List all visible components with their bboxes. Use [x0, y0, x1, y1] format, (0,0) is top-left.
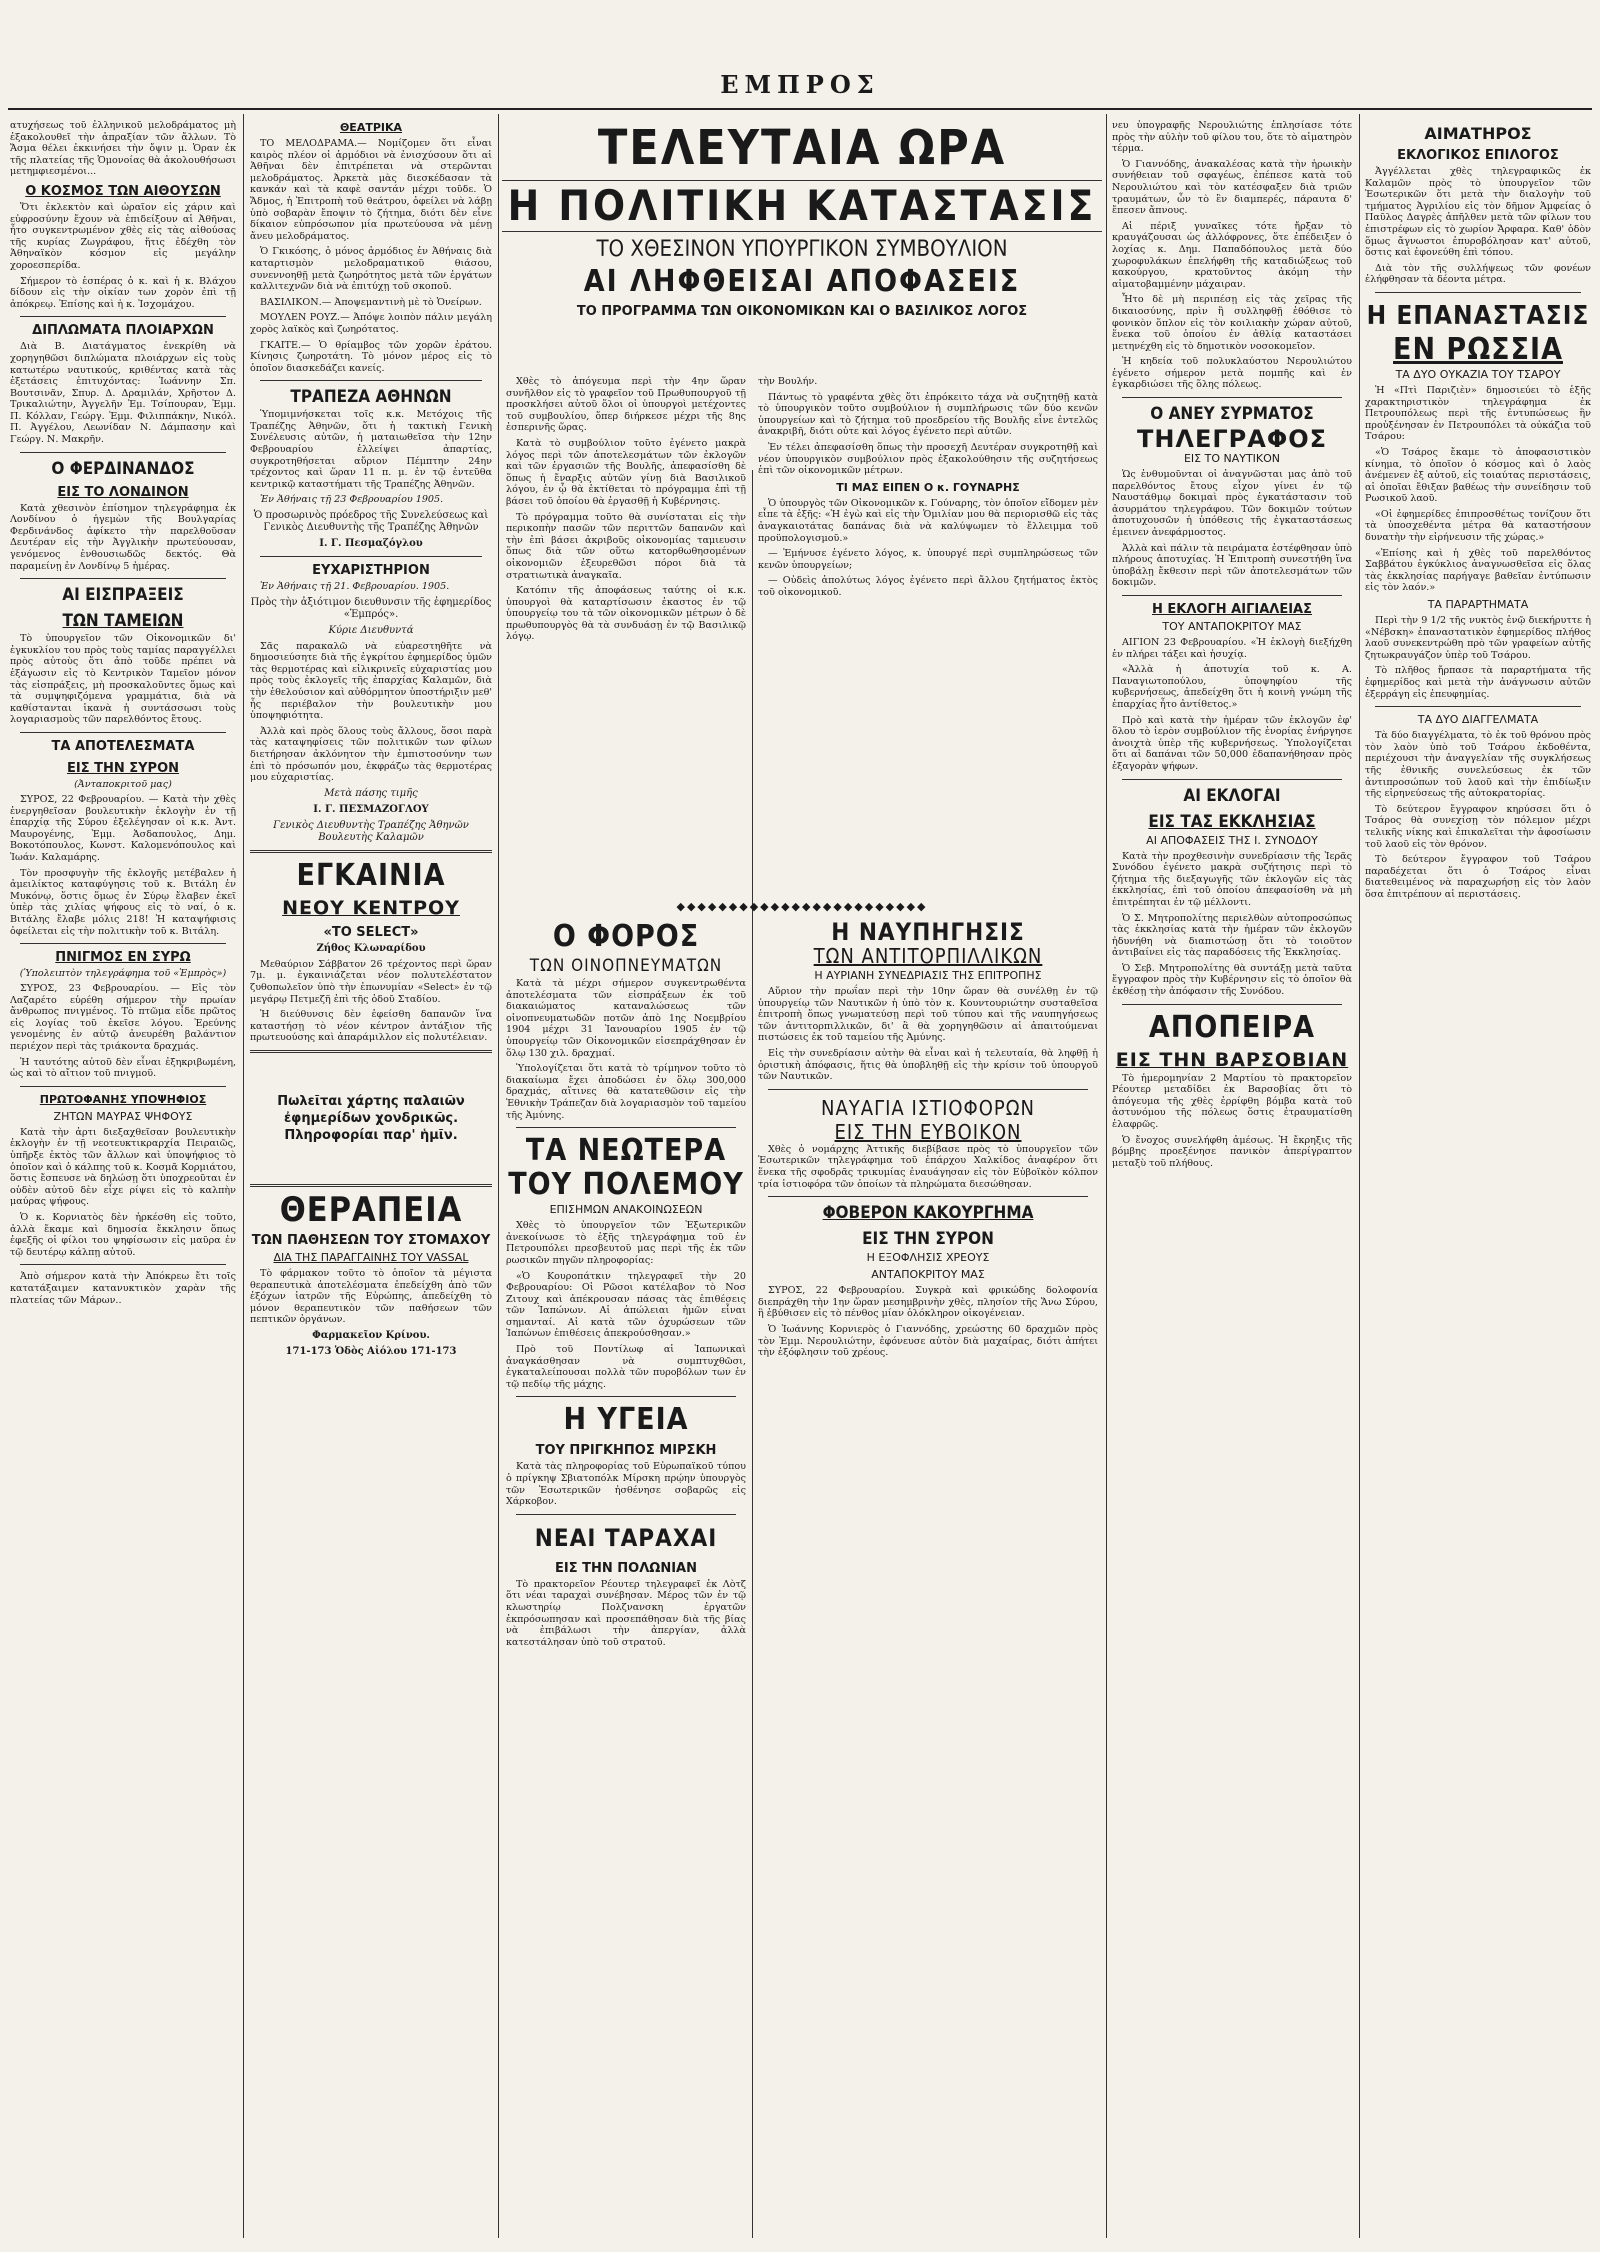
ekk-subtitle-2: ΑΙ ΑΠΟΦΑΣΕΙΣ ΤΗΣ Ι. ΣΥΝΟΔΟΥ — [1146, 833, 1318, 847]
neotera-subtitle-2: ΕΠΙΣΗΜΩΝ ΑΝΑΚΟΙΝΩΣΕΩΝ — [549, 1203, 703, 1217]
aim-title: ΑΙΜΑΤΗΡΟΣ — [1424, 124, 1532, 143]
ferd-subtitle: ΕΙΣ ΤΟ ΛΟΝΔΙΝΟΝ — [57, 484, 189, 500]
separator — [20, 1264, 226, 1265]
headline-decisions: ΑΙ ΛΗΦΘΕΙΣΑΙ ΑΠΟΦΑΣΕΙΣ — [583, 264, 1021, 299]
eux-name: Ι. Γ. ΠΕΣΜΑΖΟΓΛΟΥ — [313, 803, 429, 815]
apot-text: ΣΥΡΟΣ, 22 Φεβρουαρίου. — Κατὰ τὴν χθὲς ἐνεργηθεῖσαν βουλευτικὴν ἐκλογὴν ἐν τῇ ἐπαρχίᾳ τῆς Σύρου ἐξελέγησαν οἱ κ.κ. Ἀντ. Μαυρογένης, Ἐμμ. Ἀσδαπουλος, Δημ. Βοκοτόπουλος, Κωνστ. Καλομενόπουλος καὶ Ἰωάν. Καλαμάρης. — [10, 793, 236, 863]
kak-subtitle-2: Η ΕΞΟΦΛΗΣΙΣ ΧΡΕΟΥΣ — [866, 1251, 990, 1265]
neotera-subtitle: ΤΟΥ ΠΟΛΕΜΟΥ — [508, 1167, 744, 1203]
nav-subtitle: ΕΙΣ ΤΗΝ ΕΥΒΟΙΚΟΝ — [834, 1119, 1022, 1144]
separator — [250, 1184, 492, 1187]
diag-text-3: Τὸ δεύτερον ἔγγραφον τοῦ Τσάρου παραδέχεται ὅτι ὁ Τσάρος εἶναι διατεθειμένος νὰ παραχωρήσῃ εἰς τὸν λαὸν ὅσα ἐπιτρέπουν αἱ περιστάσεις. — [1365, 854, 1591, 900]
headline-last-hour: ΤΕΛΕΥΤΑΙΑ ΩΡΑ — [597, 120, 1007, 176]
ther-pharmacy: Φαρμακεῖον Κρίνου. — [312, 1329, 430, 1341]
naup-subtitle-2: Η ΑΥΡΙΑΝΗ ΣΥΝΕΔΡΙΑΣΙΣ ΤΗΣ ΕΠΙΤΡΟΠΗΣ — [814, 969, 1042, 982]
ther-address: 171-173 Ὁδὸς Αἰόλου 171-173 — [285, 1345, 457, 1357]
naup-subtitle: ΤΩΝ ΑΝΤΙΤΟΡΠΙΛΛΙΚΩΝ — [813, 944, 1043, 968]
kak-subtitle: ΕΙΣ ΤΗΝ ΣΥΡΟΝ — [862, 1229, 994, 1250]
tel-subtitle-2: ΕΙΣ ΤΟ ΝΑΥΤΙΚΟΝ — [1183, 452, 1281, 466]
ekl-text: ΑΙΓΙΟΝ 23 Φεβρουαρίου. «Ἡ ἐκλογὴ διεξήχθη ἐν πλήρει τάξει καὶ ἡσυχίᾳ. — [1112, 637, 1352, 660]
separator — [260, 380, 482, 381]
separator — [1122, 779, 1342, 780]
main-text-b3: Ἐν τέλει ἀπεφασίσθη ὅπως τὴν προσεχῆ Δευτέραν συγκροτηθῇ καὶ νέον ὑπουργικὸν συμβούλιον πρὸς ἐξακολούθησιν τῆς συζητήσεως ἐπὶ τῶν οἰκονομικῶν μέτρων. — [758, 441, 1098, 477]
protof-title: ΠΡΩΤΟΦΑΝΗΣ ΥΠΟΨΗΦΙΟΣ — [39, 1092, 207, 1106]
headline-cabinet-council: ΤΟ ΧΘΕΣΙΝΟΝ ΥΠΟΥΡΓΙΚΟΝ ΣΥΜΒΟΥΛΙΟΝ — [596, 237, 1008, 262]
column-4-upper — [758, 376, 1098, 896]
trapeza-text: Ὑπομιμνήσκεται τοῖς κ.κ. Μετόχοις τῆς Τραπέζης Ἀθηνῶν, ὅτι ἡ τακτικὴ Γενικὴ Συνέλευσις αὐτῶν, ἡ ματαιωθεῖσα τὴν 12ην Φεβρουαρίου ἐλλείψει ἀπαρτίας, συγκροτηθήσεται αὔριον Πέμπτην 24ην τρέχοντος καὶ ὥραν 11 π. μ. ἐν τῷ ἐντεῦθα κεντρικῷ καταστήματι τῆς Τραπέζης Ἀθηνῶν. — [250, 409, 492, 490]
nav-text: Χθὲς ὁ νομάρχης Ἀττικῆς διεβίβασε πρὸς τὸ ὑπουργεῖον τῶν Ἐσωτερικῶν τηλεγράφημα τοῦ ἐπάρχου Χαλκίδος ἀναφέρον ὅτι ἕνεκα τῆς σφοδρᾶς τρικυμίας ἐναυάγησαν εἰς τὸν Εὐβοϊκὸν κόλπον τρία ἰστιοφόρα τῶν ὁποίων τὰ πληρώματα διεσώθησαν. — [758, 1143, 1098, 1190]
trapeza-signature-role: Ὁ προσωρινὸς πρόεδρος τῆς Συνελεύσεως καὶ Γενικὸς Διευθυντὴς τῆς Τραπέζης Ἀθηνῶν — [253, 510, 489, 534]
main-text-b1: τὴν Βουλήν. — [758, 376, 818, 387]
main-text-1: Χθὲς τὸ ἀπόγευμα περὶ τὴν 4ην ὥραν συνῆλθον εἰς τὸ γραφεῖον τοῦ Πρωθυπουργοῦ τῇ προσκλήσει αὐτοῦ ὅλοι οἱ ὑπουργοὶ μετέχοντες τοῦ συμβουλίου, ὅπερ διήρκεσε μέχρι τῆς 8ης ἑσπερινῆς ὥρας. — [506, 376, 746, 434]
separator — [20, 578, 226, 579]
gounaris-quote-title: ΤΙ ΜΑΣ ΕΙΠΕΝ Ο κ. ΓΟΥΝΑΡΗΣ — [836, 480, 1020, 494]
kak-text-2: Ὁ Ἰωάννης Κορνιερὸς ὁ Γιαννόδης, χρεώστης 60 δραχμῶν πρὸς τὸν Ἐμμ. Νερουλιώτην, ἐφόνευσε αὐτὸν διὰ μαχαίρας, διότι ἀπήτει τὴν ἐξόφλησιν τοῦ χρέους. — [758, 1323, 1098, 1359]
column-4-lower — [758, 920, 1098, 2236]
col5-text-4: Ἦτο δὲ μὴ περιπέσῃ εἰς τὰς χεῖρας τῆς δικαιοσύνης, πρὶν ἢ συλληφθῇ ἐθόθισε τὸ φονικὸν ὅπλον εἰς τὸν κοιλιακὴν χώραν αὐτοῦ, ἕνεκα τοῦ ὁποίου ἐν ἀθλίᾳ καταστάσει μετηνέχθη εἰς τὸ δημοτικὸν νοσοκομεῖον. — [1112, 294, 1352, 352]
main-text-3: Τὸ πρόγραμμα τοῦτο θὰ συνίσταται εἰς τὴν περικοπὴν πασῶν τῶν περιττῶν δαπανῶν καὶ τὴν ἐπὶ βάσει ἀκριβοῦς οἰκονομίας ταμιευσιν ὅπως διὰ τῶν οὕτω κατορθωθησομένων οἰκονομιῶν ἐξευρεθῶσι πόροι διὰ τὰ στρατιωτικὰ ἀναγκαῖα. — [506, 511, 746, 581]
tel-title: Ο ΑΝΕΥ ΣΥΡΜΑΤΟΣ — [1150, 404, 1314, 425]
end-note: Ἀπὸ σήμερον κατὰ τὴν Ἀπόκρεω ἔτι τοῖς κατατάξαιμεν κατανυκτικὸν χαρὰν τῆς πλατείας τῶν Μάρων.. — [10, 1271, 236, 1306]
foros-text-2: Ὑπολογίζεται ὅτι κατὰ τὸ τρίμηνον τοῦτο τὸ διακαίωμα ἔχει ἀποδώσει ἐν ὅλῳ 300,000 δραχμάς, αἵτινες θὰ κατατεθῶσιν εἰς τὴν Ἐθνικὴν Τράπεζαν διὰ λογαριασμὸν τοῦ ταμείου τῆς Ἀμύνης. — [506, 1063, 746, 1121]
para-text: Περὶ τὴν 9 1/2 τῆς νυκτὸς ἐνῷ διεκήρυττε ἡ «Νέβσκη» ἐπαναστατικὸν ἐφημερίδος πλήθος λαοῦ συνεκεντρώθη πρὸ τῶν γραφείων αὐτῆς ζητωκραυγάζον ὑπὲρ τοῦ Τσάρου. — [1365, 615, 1591, 661]
ekl-title: Η ΕΚΛΟΓΗ ΑΙΓΙΑΛΕΙΑΣ — [1152, 602, 1312, 617]
ekk-text-3: Ὁ Σεβ. Μητροπολίτης θὰ συντάξῃ μετὰ ταῦτα ἔγγραφον πρὸς τὴν Κυβέρνησιν εἰς τὸ ὁποῖον θὰ ἐκθέσῃ τὴν ἀπόφασιν τῆς Συνόδου. — [1112, 962, 1352, 998]
separator — [516, 1514, 736, 1515]
vasilikon-text: ΒΑΣΙΛΙΚΟΝ.— Ἀποψεμαντινὴ μὲ τὸ Ὁνείρων. — [260, 296, 482, 308]
kak-title: ΦΟΒΕΡΟΝ ΚΑΚΟΥΡΓΗΜΑ — [822, 1203, 1034, 1224]
main-text-2: Κατὰ τὸ συμβούλιον τοῦτο ἐγένετο μακρὰ λόγος περὶ τῶν ἀποτελεσμάτων τῶν ἐκλογῶν καὶ τῶν ἐργασιῶν τῆς Βουλῆς, ἀπεφασίσθη δὲ ὅπως ἡ ἔναρξις αὐτῶν γίνῃ διὰ Βασιλικοῦ λόγου, ἐν ᾧ θὰ ἐκτίθεται τὸ πρόγραμμα ἐπὶ τῇ βάσει τοῦ ὁποίου θὰ ἐργασθῇ ἡ Κυβέρνησις. — [506, 437, 746, 507]
separator — [250, 1050, 492, 1053]
diplomata-title: ΔΙΠΛΩΜΑΤΑ ΠΛΟΙΑΡΧΩΝ — [32, 323, 214, 339]
gkaite-text: ΓΚΑΙΤΕ.— Ὁ θρίαμβος τῶν χορῶν ἐράτου. Κίνησις ζωηροτάτη. Τὸ μόνον μέρος εἰς τὸ ὁποῖον διασκεδάζει κανείς. — [250, 339, 492, 374]
main-text-b4: Ὁ ὑπουργὸς τῶν Οἰκονομικῶν κ. Γούναρης, τὸν ὁποῖον εἴδομεν μὲν εἶπε τὰ ἑξῆς: «Ἡ ἐγὼ καὶ εἰς τὴν Ὁμιλίαν μου θὰ περιορισθῶ εἰς τὰς ἀναγκαιοτάτας δαπάνας διὰ νὰ καλύψωμεν τὸ ἔλλειμμα τοῦ προϋπολογισμοῦ.» — [758, 497, 1098, 544]
para-text-2: Τὸ πλῆθος ἤρπασε τὰ παραρτήματα τῆς ἐφημερίδος καὶ μετὰ τὴν ἀνάγνωσιν αὐτῶν ἐξερράγη εἰς ἐπευφημίας. — [1365, 665, 1591, 700]
col5-text-1: νευ ὑπογραφῆς Νερουλιώτης ἐπλησίασε τότε πρὸς τὴν αὐλὴν τοῦ φίλου του, ὅτε τὸ αἱματηρὸν τέρμα. — [1112, 120, 1352, 155]
main-text-b5: — Ἐμήνυσε ἐγένετο λόγος, κ. ὑπουργέ περὶ συμπληρώσεως τῶν κενῶν ὑπουργείων; — [758, 548, 1098, 571]
yg-title: Η ΥΓΕΙΑ — [563, 1402, 689, 1438]
pnig-text-2: Ἡ ταυτότης αὐτοῦ δὲν εἶναι ἐξηκριβωμένη, ὡς καὶ τὸ αἴτιον τοῦ πνιγμοῦ. — [10, 1056, 236, 1080]
kosmos-text: Ὅτι ἐκλεκτὸν καὶ ὡραῖον εἰς χάριν καὶ εὐφροσύνην ἔχουν νὰ ἐπιδείξουν αἱ Ἀθῆναι, ἦτο συγκεντρωμένον χθὲς εἰς τὰς αἰθούσας τῆς κυρίας Ζωγράφου, ἥτις ἐδέχθη τὸν Ἀθηναϊκὸν κόσμον εἰς μεγάλην χοροεσπερίδα. — [10, 201, 236, 271]
ther-subtitle-2: ΔΙΑ ΤΗΣ ΠΑΡΑΓΓΑΙΝΗΣ ΤΟΥ VASSAL — [273, 1250, 469, 1264]
main-text-b2: Πάντως τὸ γραφέντα χθὲς ὅτι ἐπρόκειτο τάχα νὰ συζητηθῇ κατὰ τὸ ὑπουργικὸν τοῦτο συμβούλιον ἡ συμπλήρωσις τῶν δύο κενῶν ὑπουργείων καὶ τὸ ζήτημα τοῦ προεδρείου τῆς Βουλῆς εἶνε ἐντελῶς ἀνακριβῆ, διότι οὐτε καὶ λόγος ἐγένετο περὶ αὐτῶν. — [758, 391, 1098, 438]
eux-date: Ἐν Ἀθήναις τῇ 21. Φεβρουαρίου. 1905. — [260, 581, 450, 593]
apot-correspondent: (Ἀνταποκριτοῦ μας) — [74, 778, 172, 790]
theatrika-title: ΘΕΑΤΡΙΚΑ — [339, 121, 403, 134]
nav-title: ΝΑΥΑΓΙΑ ΙΣΤΙΟΦΟΡΩΝ — [821, 1095, 1035, 1120]
yg-subtitle: ΤΟΥ ΠΡΙΓΚΗΠΟΣ ΜΙΡΣΚΗ — [535, 1443, 717, 1459]
separator — [20, 316, 226, 317]
column-divider — [243, 114, 244, 2238]
epan-text: Ἡ «Πτὶ Παριζιὲν» δημοσιεύει τὸ ἑξῆς χαρακτηριστικὸν τηλεγράφημα ἐκ Πετρουπόλεως περὶ τῆς ἐντυπώσεως ἣν προὐξένησαν ἐν Πετρουπόλει τὰ οὐκάζια τοῦ Τσάρου: — [1365, 384, 1591, 443]
pnig-correspondent: (Ὑπολειπτὸν τηλεγράφημα τοῦ «Ἐμπρὸς») — [19, 968, 227, 980]
apot-text-2: Τὸν προσφυγὴν τῆς ἐκλογῆς μετέβαλεν ἡ ἀμειλίκτος καταφύγησις τοῦ κ. Βιτάλη ἐν Μυκόνῳ, ὅστις ὅμως ἐν Σύρῳ ἔλαβεν ἐκεῖ ὑπὲρ τὰς χιλίας ψήφους εἰς τὸ ναί, ὁ κ. Βιτάλης ἔλαβε μόλις 218! Ἡ καταψήφισις ὀφείλεται εἰς τὴν πολιτικὴν τοῦ κ. Βιτάλη. — [10, 867, 236, 937]
epan-text-3: «Οἱ ἐφημερίδες ἐπιπροσθέτως τονίζουν ὅτι τὰ ὑποσχεθέντα μέτρα θὰ καταστήσουν δυνατὴν τὴν εἰρήνευσιν τῆς χώρας.» — [1365, 508, 1591, 544]
ther-subtitle: ΤΩΝ ΠΑΘΗΣΕΩΝ ΤΟΥ ΣΤΟΜΑΧΟΥ — [251, 1232, 491, 1248]
masthead: ΕΜΠΡΟΣ — [720, 70, 880, 99]
neotera-title: ΤΑ ΝΕΩΤΕΡΑ — [525, 1133, 727, 1169]
separator — [20, 452, 226, 453]
foros-text: Κατὰ τὰ μέχρι σήμερον συγκεντρωθέντα ἀποτελέσματα τῶν εἰσπράξεων ἐκ τοῦ διακαιώματος καταναλώσεως τῶν οἰνοπνευματωδῶν ποτῶν ἀπὸ 1ης Νοεμβρίου 1904 μέχρι 31 Ἰανουαρίου 1905 ἐν τῷ ὑπουργείῳ τῶν Οἰκονομικῶν εἰσεπράχθησαν ἐν ὅλῳ 130 χιλ. δραχμαί. — [506, 978, 746, 1059]
protof-text-2: Ὁ κ. Κορνιατὸς δὲν ἠρκέσθη εἰς τοῦτο, ἀλλὰ ἔκαμε καὶ δημοσία ἔκκλησιν ὅπως ἐφεξῆς οἱ φίλοι του ψηφίσωσιν εἰς μαῦρα ἐν τῷ δευτέρῳ κάλπῃ αὐτοῦ. — [10, 1212, 236, 1258]
egk-text-2: Ἡ διεύθυνσις δὲν ἐφείσθη δαπανῶν ἵνα καταστήσῃ τὸ νέον κέντρον ἀντάξιον τῆς πρωτευούσης καὶ ἀπαράμιλλον εἰς πολυτέλειαν. — [250, 1009, 492, 1044]
eux-title: ΕΥΧΑΡΙΣΤΗΡΙΟΝ — [312, 563, 430, 579]
tel-text-2: Ἀλλὰ καὶ πάλιν τὰ πειράματα ἐστέφθησαν ὑπὸ πλήρους ἀποτυχίας. Ἡ Ἐπιτροπὴ συνεστήθη ἵνα ὑποβάλῃ ἔκθεσιν περὶ τῶν ἀποτελεσμάτων τῶν δοκιμῶν. — [1112, 542, 1352, 589]
kak-text: ΣΥΡΟΣ, 22 Φεβρουαρίου. Συγκρὰ καὶ φρικώδης δολοφονία διεπράχθη τὴν 1ην ὥραν μεσημβρινὴν χθὲς, πλησίον τῆς Ἄνω Σύρου, ἣ ἐβύθισεν εἰς τὸ πένθος μίαν ὁλόκληρον οἰκογένειαν. — [758, 1285, 1098, 1320]
neotera-text-2: «Ὁ Κουροπάτκιν τηλεγραφεῖ τὴν 20 Φεβρουαρίου: Οἱ Ρῶσοι κατέλαβον τὸ Νοσ Ζιτουχ καὶ ἀπέκρουσαν πάσας τὰς ἐπιθέσεις τῶν Ἰαπώνων. Αἱ ἀπώλειαι ἡμῶν εἶναι σημανταί. Αἱ κατὰ τῶν ὀχυρώσεων τῶν Ἰαπώνων ἐπιθέσεις ἀπεκρούσθησαν.» — [506, 1270, 746, 1340]
kak-correspondent: ΑΝΤΑΠΟΚΡΙΤΟΥ ΜΑΣ — [871, 1268, 985, 1282]
separator — [1375, 706, 1581, 707]
diag-text-2: Τὸ δεύτερον ἔγγραφον κηρύσσει ὅτι ὁ Τσάρος θὰ συνεχίσῃ τὸν πόλεμον μέχρι τελικῆς νίκης καὶ ἐπικαλεῖται τὴν ἀφοσίωσιν τοῦ λαοῦ εἰς τὸν θρόνον. — [1365, 803, 1591, 850]
headline-political-situation: Η ΠΟΛΙΤΙΚΗ ΚΑΤΑΣΤΑΣΙΣ — [502, 180, 1102, 232]
eux-role: Γενικὸς Διευθυντὴς Τραπέζης Ἀθηνῶν Βουλευτὴς Καλαμῶν — [273, 819, 469, 843]
separator — [260, 556, 482, 557]
column-divider — [1359, 114, 1360, 2238]
main-text-4: Κατόπιν τῆς ἀποφάσεως ταύτης οἱ κ.κ. ὑπουργοὶ θὰ καταρτίσωσιν ἐκαστος ἐν τῷ ὑπουργείῳ του τὰ τῶν οἰκονομικῶν μέτρων ὁ δὲ πρωθυπουργὸς θὰ τὰ συνδυάσῃ ἐν τῷ Βασιλικῷ λόγῳ. — [506, 585, 746, 643]
separator — [20, 1086, 226, 1087]
naup-text-2: Εἰς τὴν συνεδρίασιν αὐτὴν θὰ εἶναι καὶ ἡ τελευταία, θὰ ληφθῇ ἡ ὁριστικὴ ἀπόφασις, ἥτις θὰ ὑποβληθῇ εἰς τὴν κρίσιν τοῦ ὑπουργοῦ τῶν Ναυτικῶν. — [758, 1047, 1098, 1083]
intro-paragraph: ατυχήσεως τοῦ ἐλληνικοῦ μελοδράματος μὴ ἐξακολουθεῖ τὴν ἀπραξίαν τῶν ἄλλων. Τὸ Ἄσμα θέλει ἐκκινήσει τὴν ὄψιν μ. Ὁραν ἐκ τῆς πλατείας τῆς Ὁμονοίας θὰ ἀκολουθήσωσι μετημφιεσμένοι... — [10, 120, 236, 178]
tel-text: Ὡς ἐνθυμοῦνται οἱ ἀναγνῶσται μας ἀπὸ τοῦ παρελθόντος ἔτους εἶχον γίνει ἐν τῷ Ναυστάθμῳ δοκιμαὶ πρὸς ἐγκατάστασιν τοῦ ἀσυρμάτου τηλεγράφου. Τῶν δοκιμῶν τούτων ἀποτυχουσῶν ἡ ὑπόθεσις τῆς ἐγκαταστάσεως ἐμεινεν ἀνεφάρμοστος. — [1112, 469, 1352, 539]
ekk-text: Κατὰ τὴν προχθεσινὴν συνεδρίασιν τῆς Ἱερᾶς Συνόδου ἐγένετο μακρὰ συζήτησις περὶ τὸ ζήτημα τῆς διεξαγωγῆς τῶν ἐκλογῶν εἰς τὰς ἐκκλησίας, ἐπὶ τοῦ ὁποίου ἀπεφασίσθη νὰ μὴ ἐπιτρέπηται ἐν τῷ μέλλοντι. — [1112, 850, 1352, 908]
separator — [250, 850, 492, 853]
ther-text: Τὸ φάρμακον τοῦτο τὸ ὁποῖον τὰ μέγιστα θεραπευτικὰ ἀποτελέσματα ἐπεδείχθη ἀπὸ τῶν ἐξόχων ἰατρῶν τῆς Εὐρώπης, ἀπεδείχθη τὸ μόνον θεραπευτικὸν τῶν παθήσεων τῶν πεπτικῶν ὀργάνων. — [250, 1267, 492, 1326]
kosmos-title: Ο ΚΟΣΜΟΣ ΤΩΝ ΑΙΘΟΥΣΩΝ — [25, 183, 221, 199]
separator — [516, 1396, 736, 1397]
separator — [1375, 292, 1581, 293]
col5-text-2: Ὁ Γιαννόδης, ἀνακαλέσας κατὰ τὴν ἡρωικὴν συνήθειαν τοῦ σφαγέως, ἐπέπεσε κατὰ τοῦ Νερουλιώτου καὶ τὸν κατέσφαξεν διὰ τριῶν τραυμάτων, ὧν τὸ ἓν διαμπερές, πάραυτα δ' ἔπεσεν ἄπνους. — [1112, 158, 1352, 217]
aim-text-2: Διὰ τὸν τῆς συλλήψεως τῶν φονέων ἐλήφθησαν τὰ δέοντα μέτρα. — [1365, 262, 1591, 286]
separator — [516, 1127, 736, 1128]
neotera-text: Χθὲς τὸ ὑπουργεῖον τῶν Ἐξωτερικῶν ἀνεκοίνωσε τὸ ἑξῆς τηλεγράφημα τοῦ ἐν Πετρουπόλει πρεσβευτοῦ μας περὶ τῆς ἐκ τῶν ρωσικῶν πηγῶν πληροφορίας: — [506, 1220, 746, 1266]
column-1 — [10, 120, 236, 2236]
moulen-text: ΜΟΥΛΕΝ ΡΟΥΖ.— Ἀπόψε λοιπὸν πάλιν μεγάλη χορὸς λαϊκὸς καὶ ζωηρότατος. — [250, 312, 492, 335]
trapeza-date: Ἐν Ἀθήναις τῇ 23 Φεβρουαρίου 1905. — [260, 494, 444, 506]
main-text-b6: — Οὐδεὶς ἀπολύτως λόγος ἐγένετο περὶ ἄλλου ζητήματος ἐκτὸς τοῦ οἰκονομικοῦ. — [758, 575, 1098, 598]
para-title: ΤΑ ΠΑΡΑΡΤΗΜΑΤΑ — [1427, 598, 1529, 612]
tel-subtitle: ΤΗΛΕΓΡΑΦΟΣ — [1136, 425, 1328, 454]
apo-subtitle: ΕΙΣ ΤΗΝ ΒΑΡΣΟΒΙΑΝ — [1115, 1048, 1349, 1071]
ferd-title: Ο ΦΕΡΔΙΝΑΝΔΟΣ — [51, 458, 195, 479]
separator — [1122, 397, 1342, 398]
foros-subtitle: ΤΩΝ ΟΙΝΟΠΝΕΥΜΑΤΩΝ — [529, 956, 723, 976]
column-5 — [1112, 120, 1352, 2236]
diag-text: Τὰ δύο διαγγέλματα, τὸ ἐκ τοῦ θρόνου πρὸς τὸν λαὸν ὑπὸ τοῦ Τσάρου ἐκδοθέντα, περιέχουσι τὴν ἀναγγελίαν τῆς συγκλήσεως τῆς ἐθνικῆς συνελεύσεως ἐκ τῶν ἀντιπροσώπων τοῦ λαοῦ καὶ τὴν ἐπιδίωξιν τῆς εἰρηνεύσεως τῆς αὐτοκρατορίας. — [1365, 730, 1591, 800]
separator — [768, 1196, 1088, 1197]
headline-program: ΤΟ ΠΡΟΓΡΑΜΜΑ ΤΩΝ ΟΙΚΟΝΟΜΙΚΩΝ ΚΑΙ Ο ΒΑΣΙΛΙΚΟΣ ΛΟΓΟΣ — [576, 304, 1028, 319]
tar-subtitle: ΕΙΣ ΤΗΝ ΠΟΛΩΝΙΑΝ — [555, 1560, 697, 1576]
column-2 — [250, 120, 492, 2236]
pnig-title: ΠΝΙΓΜΟΣ ΕΝ ΣΥΡΩ — [55, 950, 191, 966]
eux-greeting: Κύριε Διευθυντά — [328, 624, 414, 636]
egk-subtitle: ΝΕΟΥ ΚΕΝΤΡΟΥ — [282, 896, 460, 919]
separator — [20, 943, 226, 944]
eux-closing: Μετὰ πάσης τιμῆς — [324, 787, 418, 799]
naup-title: Η ΝΑΥΠΗΓΗΣΙΣ — [831, 920, 1025, 946]
egk-title: ΕΓΚΑΙΝΙΑ — [296, 857, 446, 893]
ad-papers: Πωλεῖται χάρτης παλαιῶν ἐφημερίδων χονδρικῶς. Πληροφορίαι παρ' ἡμῖν. — [277, 1093, 465, 1143]
egk-name: «ΤΟ SELECT» — [323, 924, 419, 940]
foros-title: Ο ΦΟΡΟΣ — [552, 920, 700, 954]
egk-address: Ζήθος Κλωναρίδου — [316, 942, 426, 954]
column-divider — [1106, 114, 1107, 2238]
eispr-title: ΑΙ ΕΙΣΠΡΑΞΕΙΣ — [62, 585, 184, 606]
eux-addressee: Πρὸς τὴν ἀξιότιμον διευθυνσιν τῆς ἐφημερίδος «Ἐμπρός». — [250, 596, 492, 620]
apo-text-2: Ὁ ἔνοχος συνελήφθη ἀμέσως. Ἡ ἔκρηξις τῆς βόμβης προεξένησε πανικὸν ἀπερίγραπτον μεταξὺ τοῦ πλήθους. — [1112, 1134, 1352, 1169]
yg-text: Κατὰ τὰς πληροφορίας τοῦ Εὐρωπαϊκοῦ τύπου ὁ πρίγκηψ Σβιατοπόλκ Μίρσκη πρῴην ὑπουργὸς τῶν Ἐσωτερικῶν ἠσθένησε σοβαρῶς εἰς Χάρκοβον. — [506, 1461, 746, 1508]
separator — [1122, 1004, 1342, 1005]
column-3-lower — [506, 920, 746, 2236]
column-divider — [498, 114, 499, 2238]
diplomata-text: Διὰ Β. Διατάγματος ἐνεκρίθη νὰ χορηγηθῶσι διπλώματα πλοιάρχων εἰς τοὺς κατωτέρω ναυτικούς, κριθέντας κατὰ τὰς ἐξετάσεις ἐπιτυχόντας: Ἰωάννην Σπ. Βουτσινᾶν, Σπυρ. Δ. Δραμιλάν, Χρῆστον Δ. Τρικαλιώτην, Ἀγγελῆν Ἐμ. Τσίπουραν, Ἐμμ. Π. Κόλλαν, Γεώργ. Ἐμμ. Φιλιππάκην, Νικόλ. Π. Ἀγγέλου, Λεωνίδαν Ν. Δάμπασην καὶ Γεώργ. Ν. Μακρῆν. — [10, 341, 236, 446]
ornamental-divider: ◆◆◆◆◆◆◆◆◆◆◆◆◆◆◆◆◆◆◆◆◆◆◆◆ — [676, 900, 928, 913]
melodrama-text: ΤΟ ΜΕΛΟΔΡΑΜΑ.— Νομίζομεν ὅτι εἶναι καιρὸς πλέον οἱ ἁρμόδιοι νὰ ἐνισχύσουν ὅτι αἱ Ἀθῆναι δὲν ἐπιτρέπεται νὰ στερῶνται μελοδράματος. Ἀρκετὰ μὰς διεσκέδασαν τὰ κανκάν καὶ τὰ καφὲ σαντάν μέχρι τοῦδε. Ὁ Ἄδμος, ἡ Ἐπιτροπὴ τοῦ θεάτρου, ὀφείλει νὰ λάβῃ ὑπὸ σοβαρὰν ἔποψιν τὸ ζήτημα, διότι δὲν εἶνε δίκαιον εὐπρόσωπον μία πρωτεύουσα νὰ μένῃ ἄνευ μελοδράματος. — [250, 138, 492, 242]
aim-subtitle: ΕΚΛΟΓΙΚΟΣ ΕΠΙΛΟΓΟΣ — [1397, 148, 1559, 163]
pnig-text: ΣΥΡΟΣ, 23 Φεβρουαρίου. — Εἰς τὸν Λαζαρέτο εὑρέθη σήμερον τὴν πρωίαν ἄνθρωπος πνιγμένος. Τὸ πτῶμα εἶδε πρῶτος εἰς λογίας τοῦ ἐκεῖσε λόγου. Ἐρεύνης γενομένης ἐν αὐτῷ ἀνευρέθη βαλάντιον περιέχον περὶ τὰς τριάκοντα δραχμάς. — [10, 983, 236, 1053]
trapeza-signature-name: Ι. Γ. Πεσμαζόγλου — [319, 538, 423, 550]
apo-text: Τὸ ἡμερομηνίαν 2 Μαρτίου τὸ πρακτορεῖον Ρέουτερ μεταδίδει ἐκ Βαρσοβίας ὅτι τὸ ἀπόγευμα τῆς χθὲς ἐρρίφθη βόμβα κατὰ τοῦ ἀστυνόμου τῆς πόλεως ὅστις ἐτραυματίσθη ἐλαφρῶς. — [1112, 1072, 1352, 1131]
separator — [1122, 595, 1342, 596]
trapeza-title: ΤΡΑΠΕΖΑ ΑΘΗΝΩΝ — [290, 387, 452, 408]
protof-text: Κατὰ τὴν ἀρτι διεξαχθεῖσαν βουλευτικὴν ἐκλογὴν ἐν τῇ νεοτευκτικραρχία Πειραιῶς, ὑπῆρξε ἐκτὸς τῶν ἄλλων καὶ ὑποψήφιος τὸ ὁποῖον καὶ ὁ κάλπης τοῦ κ. Κοσμᾶ Κορμιάτου, ὅστις ἔσπευσε νὰ δηλώσῃ ὅτι ὑποχρεοῦται ἐν οὐδὲν αὐτοῦ δὲν εἶχε ρίψει εἰς τὸ καλπὴν μαύρας ψήφους. — [10, 1126, 236, 1208]
epan-text-4: «Ἐπίσης καὶ ἡ χθὲς τοῦ παρελθόντος Σαββάτου ἐγκύκλιος ἀναγνωσθεῖσα εἰς ὅλας τὰς ἐκκλησίας παρήγαγε βαθεῖαν ἐντύπωσιν εἰς τὸν λαόν.» — [1365, 547, 1591, 594]
epan-subtitle: ΕΝ ΡΩΣΣΙΑ — [1393, 331, 1563, 367]
col5-text-3: Αἱ πέριξ γυναῖκες τότε ἤρξαν τὸ κραυγάζουσαι ὡς ἀλλόφρονες, ὅτε ἐπέδειξεν ὁ λοχίας κ. Δημ. Παπαδόπουλος μετὰ δύο χωροφυλάκων ἐπελήφθη τῆς καταδιώξεως τοῦ κακούργου, κρατοῦντος ἀκόμη τὴν αἱματοβαμμένην μάχαιραν. — [1112, 220, 1352, 290]
column-3-upper — [506, 376, 746, 896]
egk-text: Μεθαύριον Σάββατον 26 τρέχοντος περὶ ὥραν 7μ. μ. ἐγκαινιάζεται νέον πολυτελέστατον ζυθοπωλεῖον ὑπὸ τὴν ἐπωνυμίαν «Select» ἐν τῷ μεγάρῳ Πετμεζῆ ἐπὶ τῆς ὁδοῦ Σταδίου. — [250, 958, 492, 1005]
epan-text-2: «Ὁ Τσάρος ἔκαμε τὸ ἀποφασιστικὸν κίνημα, τὸ ὁποῖον ὁ κόσμος καὶ ὁ λαὸς ἀνέμενεν ἐξ αὐτοῦ, εἰς τοιαύτας περιστάσεις, αἱ ὁποῖαι ἔθιξαν βαθέως τὴν συνείδησιν τοῦ Ρωσικοῦ λαοῦ. — [1365, 446, 1591, 505]
ekk-title: ΑΙ ΕΚΛΟΓΑΙ — [1183, 785, 1281, 806]
separator — [20, 732, 226, 733]
tar-text: Τὸ πρακτορεῖον Ρέουτερ τηλεγραφεῖ ἐκ Λὸτζ ὅτι νέαι ταραχαὶ συνέβησαν. Μέρος τῶν ἐν τῷ κλωστηρίῳ Πολζνανσκη ἐργατῶν ἐκπρόσωπησαν καὶ προσεπάθησαν διὰ τῆς βίας νὰ ἐπιβάλωσι τὴν ἀπεργίαν, ἀλλὰ κατεστάλησαν ὑπὸ τοῦ στρατοῦ. — [506, 1578, 746, 1648]
eux-text-2: Ἀλλὰ καὶ πρὸς ὅλους τοὺς ἄλλους, ὅσοι παρὰ τὰς καταψηφίσεις τῶν πολιτικῶν των φίλων διετήρησαν ἀκλόνητον τὴν ἐμπιστοσύνην των ἐπὶ τὸ πρόσωπόν μου, ἐκφράζω τὰς θερμοτέρας μου εὐχαριστίας. — [250, 725, 492, 784]
protof-subtitle: ΖΗΤΩΝ ΜΑΥΡΑΣ ΨΗΦΟΥΣ — [53, 1109, 193, 1123]
diag-title: ΤΑ ΔΥΟ ΔΙΑΓΓΕΛΜΑΤΑ — [1417, 713, 1539, 727]
epan-subtitle-2: ΤΑ ΔΥΟ ΟΥΚΑΖΙΑ ΤΟΥ ΤΣΑΡΟΥ — [1395, 367, 1561, 381]
apo-title: ΑΠΟΠΕΙΡΑ — [1148, 1009, 1316, 1045]
ekl-text-3: Πρὸ καὶ κατὰ τὴν ἡμέραν τῶν ἐκλογῶν ἐφ' ὅλου τὸ ἱερὸν συμβούλιον τῆς ἐνορίας ἐνήργησε ἀνοιχτὰ ὑπὲρ τῆς κυβερνήσεως. Ὑπολογίζεται ὅτι αἱ δαπάναι τῶν 50,000 ἐδαπανήθησαν πρὸς ἐξαγορὰν ψήφων. — [1112, 714, 1352, 772]
epan-title: Η ΕΠΑΝΑΣΤΑΣΙΣ — [1366, 300, 1590, 331]
main-headline-block — [502, 120, 1102, 326]
eispr-text: Τὸ ὑπουργεῖον τῶν Οἰκονομικῶν δι' ἐγκυκλίου του πρὸς τοὺς ταμίας παραγγέλλει πρὸς αὐτοὺς ὅτι ἀπὸ τοῦδε πρέπει νὰ ἐξάγωσιν εἰς τὸ Κεντρικὸν Ταμεῖον μόνον τὰς εἰσπράξεις, μὴ προσκαλοῦντες ὅμως καὶ τὰ συμψηφιζόμενα γραμμάτια, διὰ νὰ καθίστανται ἱκανὰ ἡ συντάσσωσι τοὺς λογαριασμοὺς τῶν παρελθόντος ἔτους. — [10, 633, 236, 726]
apot-subtitle: ΕΙΣ ΤΗΝ ΣΥΡΟΝ — [66, 760, 180, 776]
column-6 — [1365, 120, 1591, 2236]
ekl-correspondent: ΤΟΥ ΑΝΤΑΠΟΚΡΙΤΟΥ ΜΑΣ — [1162, 620, 1302, 633]
aim-text: Ἀγγέλλεται χθὲς τηλεγραφικῶς ἐκ Καλαμῶν πρὸς τὸ ὑπουργεῖον τῶν Ἐσωτερικῶν ὅτι μετὰ τὴν διαλογὴν τοῦ τμήματος Ἀγριλίου εἰς τὸν δῆμον Ἀμφείας ὁ Παῦλος Δαγρὲς ἀπῆλθεν μετὰ τῶν φίλων του ἐπιστρέφων εἰς τὸ χωρίον Ἄρφαρα. Καθ' ὁδὸν ὅμως ἄγνωστοι ἐπυροβόλησαν κατ' αὐτοῦ, ὅστις καὶ ἐφονεύθη ἐπὶ τόπου. — [1365, 166, 1591, 259]
eux-text: Σᾶς παρακαλῶ νὰ εὐαρεστηθῆτε νὰ δημοσιεύσητε διὰ τῆς ἐγκρίτου ἐφημερίδος ὑμῶν τὰς θερμοτέρας καὶ εἰλικρινεῖς εὐχαριστίας μου πρὸς τοὺς ἐκλογεῖς τῆς ἐπαρχίας Καλαμῶν, διὰ τὴν ἐθελούσιον καὶ αὐθόρμητον ὑποστήριξιν μεθ' ἧς περιέβαλον τὴν βουλευτικὴν μου ὑποψηφιότητα. — [250, 640, 492, 722]
melodrama-text-2: Ὁ Γκικόσης, ὁ μόνος ἁρμόδιος ἐν Ἀθήναις διὰ καταρτισμὸν μελοδραματικοῦ θιάσου, συνεννοηθῇ μετὰ ζωηρότητος μετὰ τῶν ἐργάτων καλλιτεχνῶν διὰ νὰ ἐπιτύχῃ τοῦ σκοποῦ. — [250, 246, 492, 293]
ekl-text-2: «Ἀλλὰ ἡ ἀποτυχία τοῦ κ. Α. Παναγιωτοπούλου, ὑποψηφίου τῆς κυβερνήσεως, ἀπεδείχθη ὅτι ἡ κοινὴ γνώμη τῆς ἐπαρχίας ἦτο ἀντίθετος.» — [1112, 664, 1352, 710]
separator — [768, 1089, 1088, 1090]
apot-title: ΤΑ ΑΠΟΤΕΛΕΣΜΑΤΑ — [51, 738, 195, 754]
ekk-text-2: Ὁ Σ. Μητροπολίτης περιελθὼν αὐτοπροσώπως τὰς ἐκκλησίας κατὰ τὴν ἡμέραν τῶν ἐκλογῶν ἠδυνήθη νὰ διαπιστώσῃ ὅτι τὸ τοιοῦτον ἀντιβαίνει εἰς τὰς παραδόσεις τῆς Ἐκκλησίας. — [1112, 912, 1352, 959]
ekk-subtitle: ΕΙΣ ΤΑΣ ΕΚΚΛΗΣΙΑΣ — [1148, 811, 1316, 832]
ferd-text: Κατὰ χθεσινὸν ἐπίσημον τηλεγράφημα ἐκ Λονδίνου ὁ ἡγεμὼν τῆς Βουλγαρίας Φερδινάνδος ἀφίκετο τὴν παρελθοῦσαν Δευτέραν εἰς τὴν Ἀγγλικὴν πρωτεύουσαν, γενόμενος ἐνθουσιωδῶς δεκτός. Θὰ παραμείνῃ ἐν Λονδίνῳ 5 ἡμέρας. — [10, 502, 236, 572]
top-rule — [8, 108, 1592, 110]
tar-title: ΝΕΑΙ ΤΑΡΑΧΑΙ — [534, 1523, 718, 1552]
col5-text-5: Ἡ κηδεία τοῦ πολυκλαύστου Νερουλιώτου ἐγένετο σήμερον μετὰ πομπῆς καὶ ἐν ἐγκαρδιώσει τῆς ὅλης πόλεως. — [1112, 356, 1352, 391]
column-divider — [752, 470, 753, 2238]
eispr-subtitle: ΤΩΝ ΤΑΜΕΙΩΝ — [62, 611, 184, 632]
neotera-text-3: Πρὸ τοῦ Ποντίλωφ αἱ Ἰαπωνικαὶ ἀναγκάσθησαν νὰ συμπτυχθῶσι, ἐγκαταλείπουσαι πολλὰ τῶν πυροβόλων των ἐν τῷ πεδίῳ τῆς μάχης. — [506, 1344, 746, 1390]
ther-title: ΘΕΡΑΠΕΙΑ — [279, 1189, 463, 1230]
kosmos-text-2: Σήμερον τὸ ἑσπέρας ὁ κ. καὶ ἡ κ. Βλάχου δίδουν εἰς τὴν οἰκίαν των χορὸν ἐπὶ τῇ ἀπόκρεῳ. Ἐπίσης καὶ ἡ κ. Ἰσχομάχου. — [10, 275, 236, 310]
naup-text: Αὔριον τὴν πρωΐαν περὶ τὴν 10ην ὥραν θὰ συνέλθῃ ἐν τῷ ὑπουργείῳ τῶν Ναυτικῶν ἡ ὑπὸ τὸν κ. Κουντουριώτην συσταθεῖσα ἐπιτροπὴ ὅπως γνωματεύσῃ περὶ τοῦ τύπου καὶ τῆς ναυπηγήσεως τῶν ἀντιτορπιλλικῶν, δι' ἃ θὰ χορηγηθῶσιν αἱ ἀπαιτούμεναι πιστώσεις ἐκ τοῦ ταμείου τῆς Ἀμύνης. — [758, 986, 1098, 1044]
